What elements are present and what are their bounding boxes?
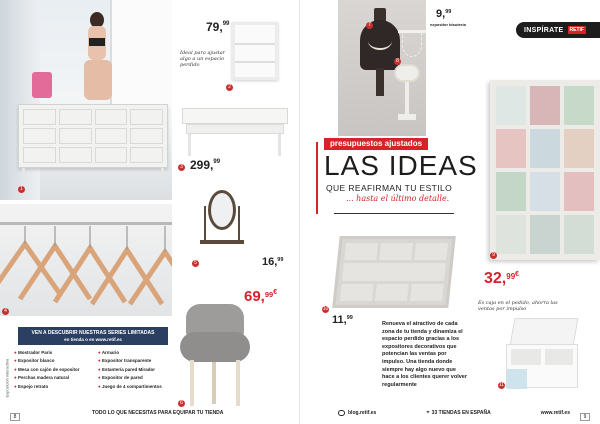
list-item: ● Expositor transparente <box>98 358 152 364</box>
promo-box <box>18 327 168 345</box>
pink-decor <box>32 72 52 98</box>
product-list-col2 <box>98 349 172 391</box>
mirror <box>200 190 244 250</box>
footer-left: TODO LO QUE NECESITAS PARA EQUIPAR TU TIENDA <box>92 410 224 416</box>
window <box>110 0 172 110</box>
inspirate-badge <box>516 22 600 38</box>
budget-banner: presupuestos ajustados <box>324 138 428 150</box>
headline: LAS IDEAS <box>324 150 478 181</box>
list-item: ● Expositor blanco <box>14 358 55 364</box>
drawer-cabinet <box>490 80 600 260</box>
box-note: Es caja en el pedido, ahorra las ventas por impulso <box>478 300 558 312</box>
list-item: ● Juego de 4 compartimentos <box>98 383 162 389</box>
bust-note: expositor bisutería <box>430 22 466 27</box>
stool-price: 69,$^{99€}$ <box>244 288 278 305</box>
marker-1: 1 <box>18 186 25 193</box>
shelf-note: Ideal para ajustar algo a un espacio perdido <box>180 50 226 68</box>
headline-line <box>316 142 318 214</box>
list-item: ● Estantería pared Mirador <box>98 366 155 372</box>
badge-brand: RETIF <box>569 27 584 33</box>
vertical-note: Exposición interactiva <box>4 358 10 398</box>
display-table <box>182 108 288 158</box>
dresser-legs <box>22 168 164 178</box>
hangers-icon <box>0 204 172 316</box>
woman-figure <box>80 12 116 104</box>
marker-4: 4 <box>2 308 9 315</box>
footer-right <box>338 407 588 419</box>
list-item: ● Mostrador Paris <box>14 350 53 355</box>
location-pin-icon: ⌖ <box>426 409 430 416</box>
right-page <box>300 0 600 424</box>
footer-stores[interactable]: ⌖ 33 TIENDAS EN ESPAÑA <box>426 409 491 416</box>
marker-11: 11 <box>498 382 505 388</box>
list-item: ● Armario <box>98 350 120 355</box>
tagline: ... hasta el último detalle. <box>346 194 450 203</box>
tray-price: 11,99 <box>332 314 353 326</box>
table-price: 299,99 <box>190 158 221 172</box>
marker-8: 8 <box>394 58 401 65</box>
marker-7: 7 <box>366 22 373 29</box>
badge-label: INSPÍRATE <box>524 26 564 34</box>
marker-3: 3 <box>178 164 185 171</box>
subheadline: QUE REAFIRMAN TU ESTILO <box>326 183 453 193</box>
bust-photo <box>338 0 426 136</box>
wall-shelf <box>232 22 278 80</box>
footer-web[interactable]: www.retif.es <box>540 410 570 416</box>
chat-icon <box>338 410 345 416</box>
jewelry-tray <box>332 236 456 308</box>
stool <box>180 304 250 408</box>
promo-title: VEN A DESCUBRIR NUESTRAS SERIES LIMITADAS <box>31 330 155 336</box>
marker-2: 2 <box>226 84 233 91</box>
list-item: ● Espejo retrato <box>14 383 49 389</box>
tagline-underline <box>334 213 454 214</box>
mirror-price: 16,99 <box>262 256 284 268</box>
display-box <box>506 318 584 388</box>
promo-subtitle: en tienda o en www.retif.es <box>64 337 122 342</box>
footer-blog[interactable]: blog.retif.es <box>338 410 376 416</box>
bust-price: 9,99 <box>436 8 452 20</box>
page-number-left: 8 <box>10 413 20 421</box>
list-item: ● Mesa con cajón de expositor <box>14 366 80 372</box>
hangers-photo <box>0 204 172 316</box>
bracelet-stand <box>394 64 420 120</box>
drawers-price: 32,$^{99€}$ <box>484 270 520 287</box>
marker-9: 9 <box>490 252 497 259</box>
page-number-right: 9 <box>580 413 590 421</box>
list-item: ● Expositor de pared <box>98 375 143 381</box>
marker-6: 6 <box>178 400 185 407</box>
dresser <box>18 104 168 168</box>
marker-5: 5 <box>192 260 199 267</box>
shelf-price: 79,99 <box>206 20 230 34</box>
marker-10: 10 <box>322 306 329 312</box>
body-text: Renueva el atractivo de cada zona de tu tienda y dinamiza el espacio perdido gracias a los expositores decorativos que potencian las ventas por impulso. Una tienda donde siempre hay algo nuevo que hace a los clientes querer volver regularmente <box>382 321 467 388</box>
dresser-photo <box>0 0 172 200</box>
product-list-col1 <box>14 349 94 391</box>
necklace-stand <box>398 30 426 60</box>
list-item: ● Perchas madera natural <box>14 375 70 381</box>
